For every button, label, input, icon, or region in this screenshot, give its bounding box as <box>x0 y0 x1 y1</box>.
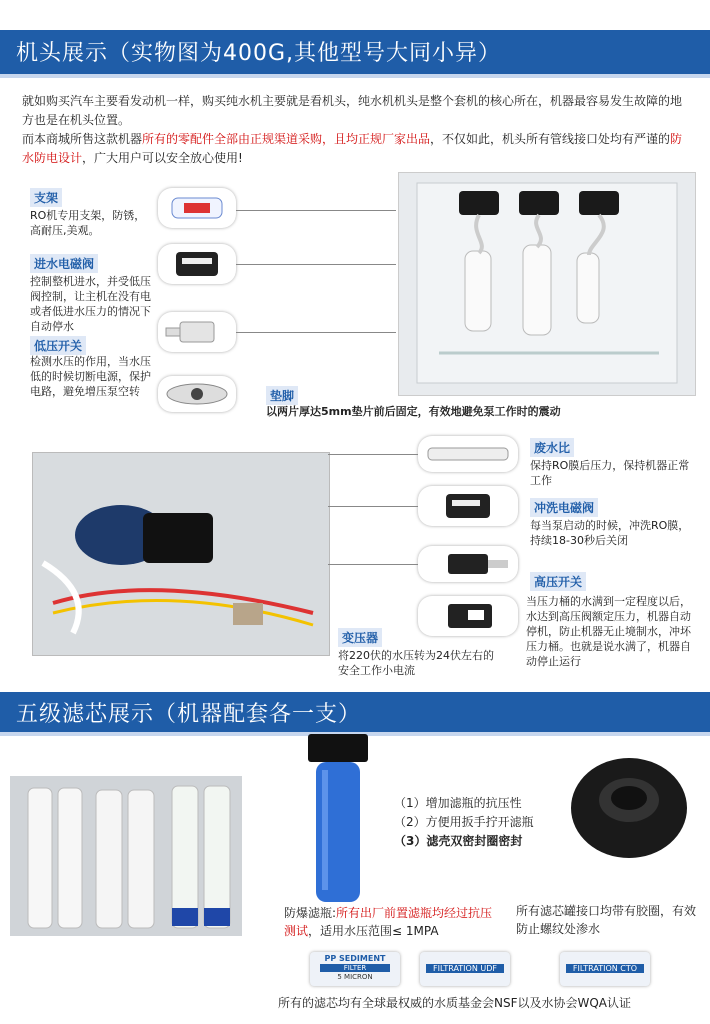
intro-highlight-parts: 所有的零配件全部由正规渠道采购，且均正规厂家出品 <box>142 132 431 146</box>
section1-banner <box>0 30 710 74</box>
internals-photo <box>32 452 330 656</box>
pad-thumb <box>158 376 236 412</box>
filter-cap-photo <box>564 750 694 870</box>
label-bracket: 支架 <box>30 188 62 207</box>
housing-point-1: （1）增加滤瓶的抗压性 <box>394 796 522 810</box>
housing-note-highlight: 所有出厂前置滤瓶均经过抗压测试 <box>284 906 493 938</box>
section2-banner <box>0 692 710 732</box>
udf-label-thumb <box>420 952 510 986</box>
filter-housing-photo <box>300 730 376 906</box>
cto-label-thumb <box>560 952 650 986</box>
intro-text <box>22 92 692 168</box>
udf-label-text: FILTRATION UDF <box>426 964 504 973</box>
connector-right-3 <box>328 564 418 565</box>
desc-pad: 以两片厚达5mm垫片前后固定，有效地避免泵工作时的震动 <box>266 405 561 418</box>
section1-title: 机头展示（实物图为400G,其他型号大同小异） <box>16 41 502 66</box>
desc-flush-valve: 每当泵启动的时候，冲洗RO膜，持续18-30秒后关闭 <box>530 519 690 547</box>
transformer-thumb <box>418 596 518 636</box>
desc-inlet-valve: 控制整机进水，并受低压阀控制，让主机在没有电或者低进水压力的情况下自动停水 <box>30 275 151 333</box>
intro-paragraph-2: 而本商城所售这款机器所有的零配件全部由正规渠道采购，且均正规厂家出品，不仅如此，机头所有管线接口处均有严谨的防水防电设计，广大用户可以安全放心使用! <box>22 132 683 165</box>
label-flush-valve: 冲洗电磁阀 <box>530 498 598 517</box>
cartridges-illustration <box>10 776 242 936</box>
bracket-thumb <box>158 188 236 228</box>
connector-inlet <box>236 264 396 265</box>
housing-point-2: （2）方便用扳手拧开滤瓶 <box>394 815 534 829</box>
desc-waste-ratio: 保持RO膜后压力，保持机器正常工作 <box>530 459 690 487</box>
cap-note: 所有滤芯罐接口均带有胶圈，有效防止螺纹处渗水 <box>516 904 697 936</box>
label-low-switch: 低压开关 <box>30 336 86 355</box>
flush-valve-thumb <box>418 486 518 526</box>
blue-housing-illustration <box>300 730 376 906</box>
pump-illustration <box>33 453 329 655</box>
low-switch-thumb <box>158 312 236 352</box>
cabinet-photo <box>398 172 696 396</box>
cto-label-text: FILTRATION CTO <box>566 964 644 973</box>
certification-note: 所有的滤芯均有全球最权威的水质基金会NSF以及水协会WQA认证 <box>278 996 632 1010</box>
filter-cartridges-photo <box>10 776 242 936</box>
label-waste-ratio: 废水比 <box>530 438 574 457</box>
connector-bracket <box>236 210 396 211</box>
intro-highlight-waterproof: 防水防电设计 <box>22 132 683 165</box>
label-pad: 垫脚 <box>266 386 298 405</box>
housing-point-3: （3）滤壳双密封圈密封 <box>394 834 523 848</box>
connector-right-1 <box>328 454 418 455</box>
desc-transformer: 将220伏的水压转为24伏左右的安全工作小电流 <box>338 649 494 677</box>
housing-points <box>394 794 534 851</box>
cap-illustration <box>564 750 694 870</box>
pp-label-top: PP SEDIMENT <box>324 954 386 963</box>
section2-title: 五级滤芯展示（机器配套各一支） <box>16 702 362 727</box>
pp-label-thumb <box>310 952 400 986</box>
desc-high-switch: 当压力桶的水满到一定程度以后，水达到高压阀额定压力，机器自动停机，防止机器无止境制水，冲坏压力桶。也就是说水满了，机器自动停止运行 <box>526 595 691 668</box>
filter-cabinet-illustration <box>399 173 695 395</box>
label-transformer: 变压器 <box>338 628 382 647</box>
label-high-switch: 高压开关 <box>530 572 586 591</box>
pp-label-bot: 5 MICRON <box>337 973 373 981</box>
banner-divider <box>0 74 710 78</box>
connector-low-switch <box>236 332 396 333</box>
pp-label-mid: FILTER <box>320 964 390 972</box>
desc-bracket: RO机专用支架，防锈，高耐压,美观。 <box>30 209 146 237</box>
high-switch-thumb <box>418 546 518 582</box>
connector-right-2 <box>328 506 418 507</box>
intro-paragraph-1: 就如购买汽车主要看发动机一样，购买纯水机主要就是看机头，纯水机机头是整个套机的核心所在，机器最容易发生故障的地方也是在机头位置。 <box>22 94 683 127</box>
waste-ratio-thumb <box>418 436 518 472</box>
desc-low-switch: 检测水压的作用，当水压低的时候切断电源，保护电路，避免增压泵空转 <box>30 355 151 398</box>
housing-note: 防爆滤瓶:所有出厂前置滤瓶均经过抗压测试，适用水压范围≤ 1MPA <box>284 906 493 938</box>
inlet-valve-thumb <box>158 244 236 284</box>
label-inlet-valve: 进水电磁阀 <box>30 254 98 273</box>
